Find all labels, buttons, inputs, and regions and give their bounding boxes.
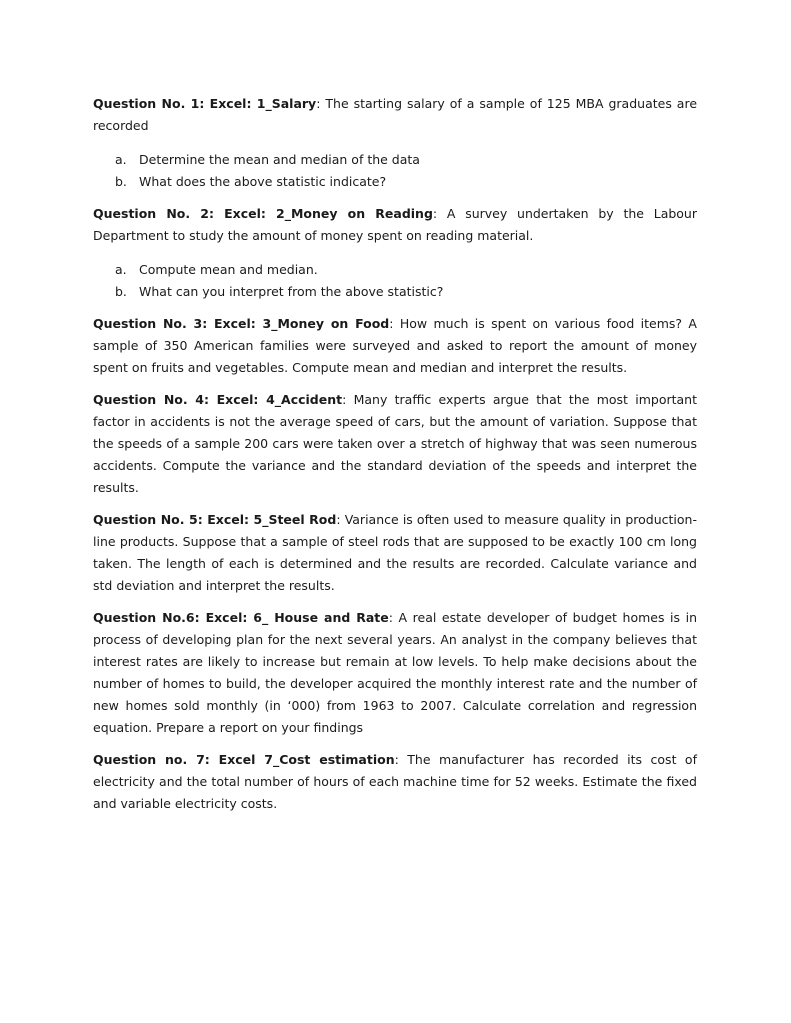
list-item-text: Compute mean and median. <box>139 262 318 277</box>
list-item-text: What can you interpret from the above statistic? <box>139 284 444 299</box>
question-2 <box>93 203 697 247</box>
question-7-heading: Question no. 7: Excel 7_Cost estimation <box>93 752 395 767</box>
question-7 <box>93 749 697 815</box>
question-5-text: : Variance is often used to measure quality in production-line products. Suppose that a sample of steel rods that are supposed to be exactly 100 cm long taken. The length of each is determined and the results are recorded. Calculate variance and std deviation and interpret the results. <box>93 512 697 593</box>
question-2-text: : A survey undertaken by the Labour Department to study the amount of money spent on reading material. <box>93 206 697 243</box>
question-1 <box>93 93 697 137</box>
list-item-text: Determine the mean and median of the data <box>139 152 420 167</box>
list-item <box>115 259 697 281</box>
question-1-text: : The starting salary of a sample of 125 MBA graduates are recorded <box>93 96 698 133</box>
list-item <box>115 149 697 171</box>
list-marker: b. <box>115 284 127 299</box>
question-6 <box>93 607 697 739</box>
question-5-heading: Question No. 5: Excel: 5_Steel Rod <box>93 512 337 527</box>
question-3-heading: Question No. 3: Excel: 3_Money on Food <box>93 316 390 331</box>
question-1-subitems <box>93 149 697 193</box>
question-2-heading: Question No. 2: Excel: 2_Money on Reading <box>93 206 433 221</box>
list-item <box>115 171 697 193</box>
list-marker: b. <box>115 174 127 189</box>
question-1-heading: Question No. 1: Excel: 1_Salary <box>93 96 317 111</box>
list-marker: a. <box>115 152 127 167</box>
question-3 <box>93 313 697 379</box>
question-3-text: : How much is spent on various food items? A sample of 350 American families were surveyed and asked to report the amount of money spent on fruits and vegetables. Compute mean and median and interpret the results. <box>93 316 697 375</box>
list-item-text: What does the above statistic indicate? <box>139 174 387 189</box>
question-4-heading: Question No. 4: Excel: 4_Accident <box>93 392 343 407</box>
question-4-text: : Many traffic experts argue that the most important factor in accidents is not the average speed of cars, but the amount of variation. Suppose that the speeds of a sample 200 cars were taken over a stretch of highway that was seen numerous accidents. Compute the variance and the standard deviation of the speeds and interpret the results. <box>93 392 697 495</box>
question-5 <box>93 509 697 597</box>
question-7-text: : The manufacturer has recorded its cost of electricity and the total number of hours of each machine time for 52 weeks. Estimate the fixed and variable electricity costs. <box>93 752 697 811</box>
question-2-subitems <box>93 259 697 303</box>
list-item <box>115 281 697 303</box>
question-6-heading: Question No.6: Excel: 6_ House and Rate <box>93 610 389 625</box>
list-marker: a. <box>115 262 127 277</box>
question-4 <box>93 389 697 499</box>
question-6-text: : A real estate developer of budget homes is in process of developing plan for the next several years. An analyst in the company believes that interest rates are likely to increase but remain at low levels. To help make decisions about the number of homes to build, the developer acquired the monthly interest rate and the number of new homes sold monthly (in ‘000) from 1963 to 2007. Calculate correlation and regression equation. Prepare a report on your findings <box>93 610 697 735</box>
